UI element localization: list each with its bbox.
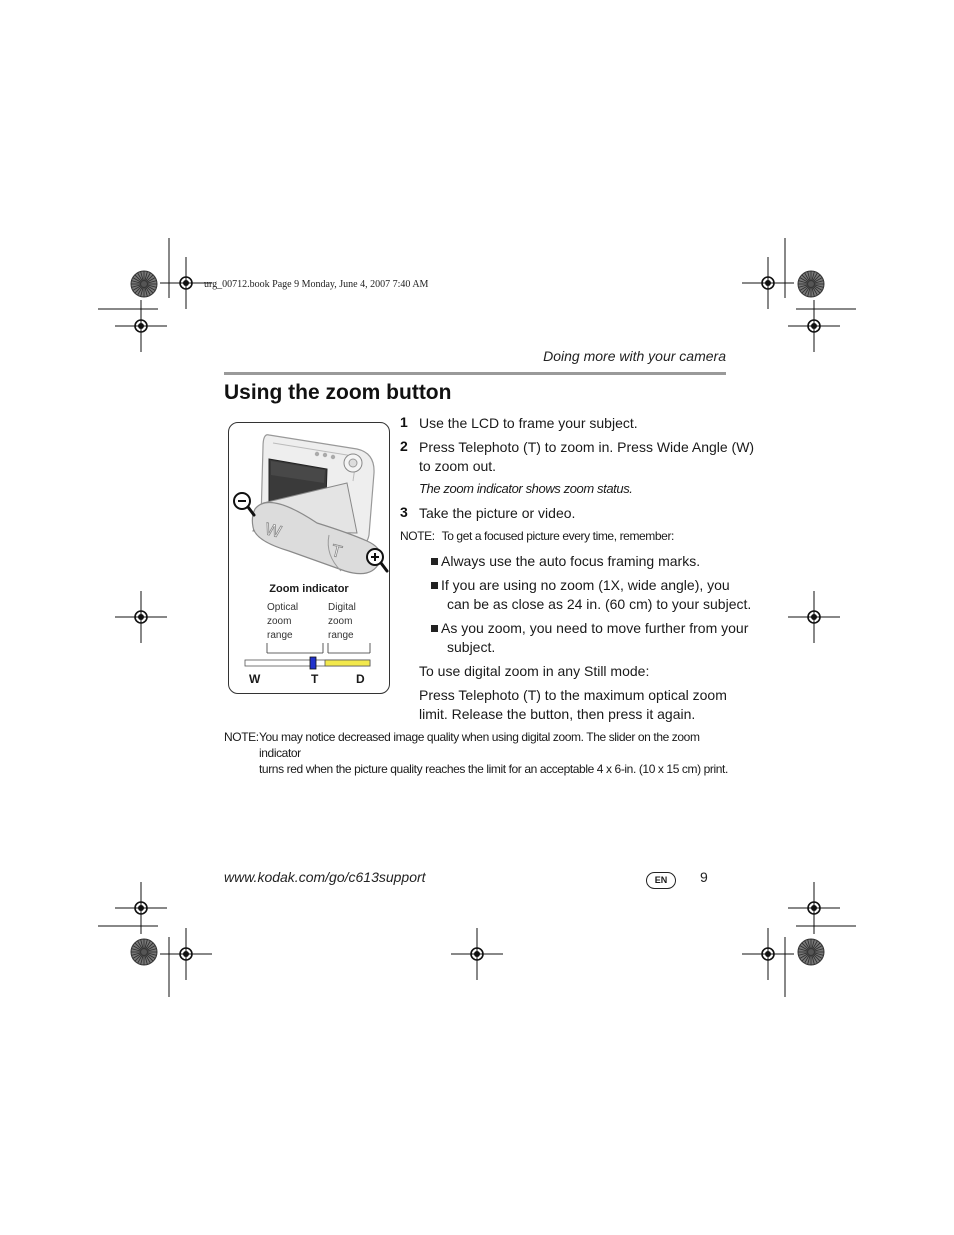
registration-mark-icon: [115, 591, 167, 643]
registration-mark-icon: [115, 300, 167, 352]
note-2-text: You may notice decreased image quality when using digital zoom. The slider on the zoom indicator turns red when the picture quality reaches the limit for an acceptable 4 x 6-in. (10 x 15 cm) print.: [259, 730, 728, 776]
zoom-indicator-bar: [245, 643, 370, 669]
note-1-label: NOTE:: [400, 529, 435, 543]
step-2-number: 2: [400, 438, 408, 454]
bullet-item-3: As you zoom, you need to move further from your subject.: [431, 619, 748, 657]
wide-end-label: W: [249, 672, 261, 686]
registration-mark-icon: [742, 928, 794, 980]
language-badge: EN: [646, 872, 676, 889]
book-info: urg_00712.book Page 9 Monday, June 4, 2007 7:40 AM: [204, 279, 429, 290]
header-rule: [224, 372, 726, 375]
optical-zoom-label: Optical zoom range: [267, 602, 299, 641]
rocker-t-label: T: [329, 540, 344, 562]
digital-zoom-label: Digital zoom range: [328, 602, 356, 641]
note-2-label: NOTE:: [224, 730, 259, 744]
digital-end-label: D: [356, 672, 365, 686]
tele-end-label: T: [311, 672, 319, 686]
step-1-text: Use the LCD to frame your subject.: [419, 415, 638, 431]
bullet-marker: [431, 625, 438, 632]
zoom-out-icon: [234, 493, 254, 515]
support-url: www.kodak.com/go/c613support: [224, 869, 426, 885]
digital-zoom-segment: [325, 660, 370, 666]
step-3-number: 3: [400, 504, 408, 520]
bullet-item-1: Always use the auto focus framing marks.: [431, 552, 700, 571]
camera-illustration: [229, 423, 389, 693]
registration-mark-icon: [742, 257, 794, 309]
digital-zoom-intro: To use digital zoom in any Still mode:: [419, 663, 650, 679]
bullet-marker: [431, 558, 438, 565]
registration-mark-icon: [451, 928, 503, 980]
registration-mark-icon: [788, 591, 840, 643]
bullet-item-2: If you are using no zoom (1X, wide angle), you can be as close as 24 in. (60 cm) to your subject.: [431, 576, 751, 614]
zoom-indicator-title: Zoom indicator: [269, 583, 349, 595]
page-title: Using the zoom button: [224, 381, 452, 404]
registration-mark-icon: [788, 300, 840, 352]
rocker-w-label: W: [263, 519, 284, 542]
bullet-marker: [431, 582, 438, 589]
color-target-icon: [798, 271, 824, 297]
running-head: Doing more with your camera: [543, 348, 726, 364]
note-1-text: To get a focused picture every time, remember:: [441, 529, 674, 543]
color-target-icon: [131, 939, 157, 965]
zoom-slider: [310, 657, 316, 669]
color-target-icon: [131, 271, 157, 297]
color-target-icon: [798, 939, 824, 965]
step-3-text: Take the picture or video.: [419, 505, 576, 521]
zoom-figure: [228, 422, 390, 694]
note-1: [400, 528, 674, 544]
page-number: 9: [700, 869, 708, 885]
step-1-number: 1: [400, 414, 408, 430]
digital-zoom-instructions: Press Telephoto (T) to the maximum optical zoom limit. Release the button, then press it again.: [419, 687, 727, 722]
step-2-note: The zoom indicator shows zoom status.: [419, 481, 633, 496]
registration-mark-icon: [160, 928, 212, 980]
step-2-text: Press Telephoto (T) to zoom in. Press Wide Angle (W) to zoom out.: [419, 439, 755, 474]
